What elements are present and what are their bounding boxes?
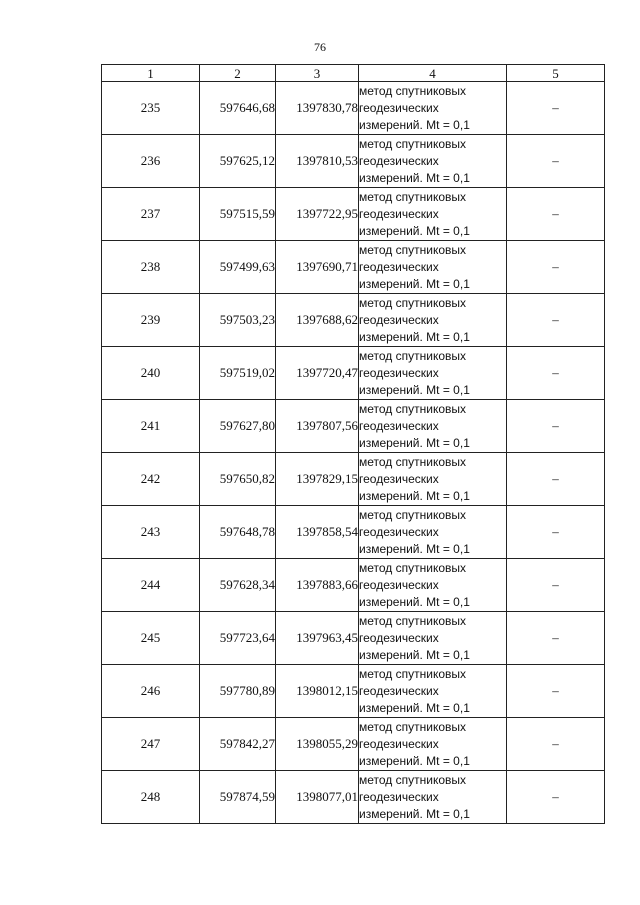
page-number: 76 — [314, 40, 326, 54]
column5-cell: – — [507, 771, 605, 824]
point-number-cell: 248 — [102, 771, 200, 824]
x-coordinate-cell: 597519,02 — [200, 347, 276, 400]
x-coordinate-cell: 597515,59 — [200, 188, 276, 241]
point-number-cell: 247 — [102, 718, 200, 771]
table-row — [102, 188, 605, 241]
column5-cell: – — [507, 294, 605, 347]
method-text-line: метод спутниковых — [359, 719, 467, 734]
method-cell — [359, 400, 507, 453]
method-text-line: измерений. Mt = 0,1 — [359, 276, 470, 291]
y-coordinate-cell: 1397807,56 — [276, 400, 359, 453]
method-text-line: измерений. Mt = 0,1 — [359, 223, 470, 238]
column5-cell: – — [507, 559, 605, 612]
method-cell — [359, 135, 507, 188]
y-coordinate-cell: 1397810,53 — [276, 135, 359, 188]
method-text-line: геодезических — [359, 100, 439, 115]
method-text-line: измерений. Mt = 0,1 — [359, 700, 470, 715]
method-text-line: метод спутниковых — [359, 772, 467, 787]
column5-cell: – — [507, 188, 605, 241]
y-coordinate-cell: 1397858,54 — [276, 506, 359, 559]
method-text-line: измерений. Mt = 0,1 — [359, 806, 470, 821]
method-text-line: метод спутниковых — [359, 189, 467, 204]
method-text-line: метод спутниковых — [359, 507, 467, 522]
table-row — [102, 294, 605, 347]
method-text-line: геодезических — [359, 312, 439, 327]
point-number-cell: 240 — [102, 347, 200, 400]
method-text-line: измерений. Mt = 0,1 — [359, 170, 470, 185]
column5-cell: – — [507, 135, 605, 188]
method-text-line: измерений. Mt = 0,1 — [359, 382, 470, 397]
method-text-line: геодезических — [359, 789, 439, 804]
method-text-line: геодезических — [359, 736, 439, 751]
y-coordinate-cell: 1397722,95 — [276, 188, 359, 241]
table-body — [102, 82, 605, 824]
table-row — [102, 771, 605, 824]
method-text-line: метод спутниковых — [359, 136, 467, 151]
column-header-1: 1 — [102, 65, 200, 82]
method-cell — [359, 241, 507, 294]
x-coordinate-cell: 597628,34 — [200, 559, 276, 612]
method-cell — [359, 453, 507, 506]
method-cell — [359, 294, 507, 347]
method-text-line: геодезических — [359, 365, 439, 380]
table-row — [102, 347, 605, 400]
point-number-cell: 242 — [102, 453, 200, 506]
column5-cell: – — [507, 718, 605, 771]
method-text-line: измерений. Mt = 0,1 — [359, 329, 470, 344]
x-coordinate-cell: 597499,63 — [200, 241, 276, 294]
method-text-line: метод спутниковых — [359, 401, 467, 416]
y-coordinate-cell: 1397830,78 — [276, 82, 359, 135]
table-row — [102, 241, 605, 294]
x-coordinate-cell: 597503,23 — [200, 294, 276, 347]
y-coordinate-cell: 1397963,45 — [276, 612, 359, 665]
method-text-line: геодезических — [359, 524, 439, 539]
method-text-line: измерений. Mt = 0,1 — [359, 117, 470, 132]
method-text-line: геодезических — [359, 471, 439, 486]
x-coordinate-cell: 597627,80 — [200, 400, 276, 453]
method-text-line: метод спутниковых — [359, 83, 467, 98]
column-header-2: 2 — [200, 65, 276, 82]
x-coordinate-cell: 597625,12 — [200, 135, 276, 188]
method-cell — [359, 771, 507, 824]
y-coordinate-cell: 1398012,15 — [276, 665, 359, 718]
table-row — [102, 665, 605, 718]
table-row — [102, 718, 605, 771]
method-text-line: геодезических — [359, 418, 439, 433]
method-cell — [359, 506, 507, 559]
table-row — [102, 559, 605, 612]
point-number-cell: 237 — [102, 188, 200, 241]
table-row — [102, 506, 605, 559]
point-number-cell: 245 — [102, 612, 200, 665]
method-text-line: геодезических — [359, 206, 439, 221]
coordinates-table — [101, 64, 605, 824]
method-cell — [359, 188, 507, 241]
column-header-4: 4 — [359, 65, 507, 82]
column-header-5: 5 — [507, 65, 605, 82]
table-row — [102, 82, 605, 135]
method-text-line: геодезических — [359, 153, 439, 168]
method-text-line: метод спутниковых — [359, 242, 467, 257]
y-coordinate-cell: 1397829,15 — [276, 453, 359, 506]
method-text-line: геодезических — [359, 259, 439, 274]
table-header-row — [102, 65, 605, 82]
x-coordinate-cell: 597650,82 — [200, 453, 276, 506]
method-text-line: измерений. Mt = 0,1 — [359, 541, 470, 556]
method-text-line: измерений. Mt = 0,1 — [359, 753, 470, 768]
method-cell — [359, 612, 507, 665]
x-coordinate-cell: 597874,59 — [200, 771, 276, 824]
method-text-line: геодезических — [359, 577, 439, 592]
method-cell — [359, 718, 507, 771]
y-coordinate-cell: 1397720,47 — [276, 347, 359, 400]
method-text-line: метод спутниковых — [359, 613, 467, 628]
method-cell — [359, 559, 507, 612]
x-coordinate-cell: 597723,64 — [200, 612, 276, 665]
method-cell — [359, 82, 507, 135]
y-coordinate-cell: 1397688,62 — [276, 294, 359, 347]
method-text-line: измерений. Mt = 0,1 — [359, 435, 470, 450]
point-number-cell: 246 — [102, 665, 200, 718]
column5-cell: – — [507, 506, 605, 559]
column5-cell: – — [507, 453, 605, 506]
point-number-cell: 243 — [102, 506, 200, 559]
method-text-line: метод спутниковых — [359, 666, 467, 681]
x-coordinate-cell: 597648,78 — [200, 506, 276, 559]
y-coordinate-cell: 1397690,71 — [276, 241, 359, 294]
y-coordinate-cell: 1398055,29 — [276, 718, 359, 771]
column-header-3: 3 — [276, 65, 359, 82]
x-coordinate-cell: 597780,89 — [200, 665, 276, 718]
point-number-cell: 244 — [102, 559, 200, 612]
x-coordinate-cell: 597646,68 — [200, 82, 276, 135]
column5-cell: – — [507, 347, 605, 400]
method-cell — [359, 347, 507, 400]
method-text-line: измерений. Mt = 0,1 — [359, 488, 470, 503]
column5-cell: – — [507, 82, 605, 135]
method-text-line: метод спутниковых — [359, 295, 467, 310]
method-text-line: метод спутниковых — [359, 454, 467, 469]
column5-cell: – — [507, 612, 605, 665]
method-text-line: измерений. Mt = 0,1 — [359, 594, 470, 609]
y-coordinate-cell: 1398077,01 — [276, 771, 359, 824]
method-text-line: метод спутниковых — [359, 348, 467, 363]
column5-cell: – — [507, 400, 605, 453]
table-row — [102, 135, 605, 188]
point-number-cell: 238 — [102, 241, 200, 294]
point-number-cell: 239 — [102, 294, 200, 347]
method-text-line: измерений. Mt = 0,1 — [359, 647, 470, 662]
method-text-line: геодезических — [359, 683, 439, 698]
column5-cell: – — [507, 665, 605, 718]
point-number-cell: 241 — [102, 400, 200, 453]
column5-cell: – — [507, 241, 605, 294]
table-row — [102, 612, 605, 665]
point-number-cell: 235 — [102, 82, 200, 135]
table-row — [102, 453, 605, 506]
method-text-line: метод спутниковых — [359, 560, 467, 575]
method-cell — [359, 665, 507, 718]
point-number-cell: 236 — [102, 135, 200, 188]
x-coordinate-cell: 597842,27 — [200, 718, 276, 771]
y-coordinate-cell: 1397883,66 — [276, 559, 359, 612]
method-text-line: геодезических — [359, 630, 439, 645]
table-row — [102, 400, 605, 453]
